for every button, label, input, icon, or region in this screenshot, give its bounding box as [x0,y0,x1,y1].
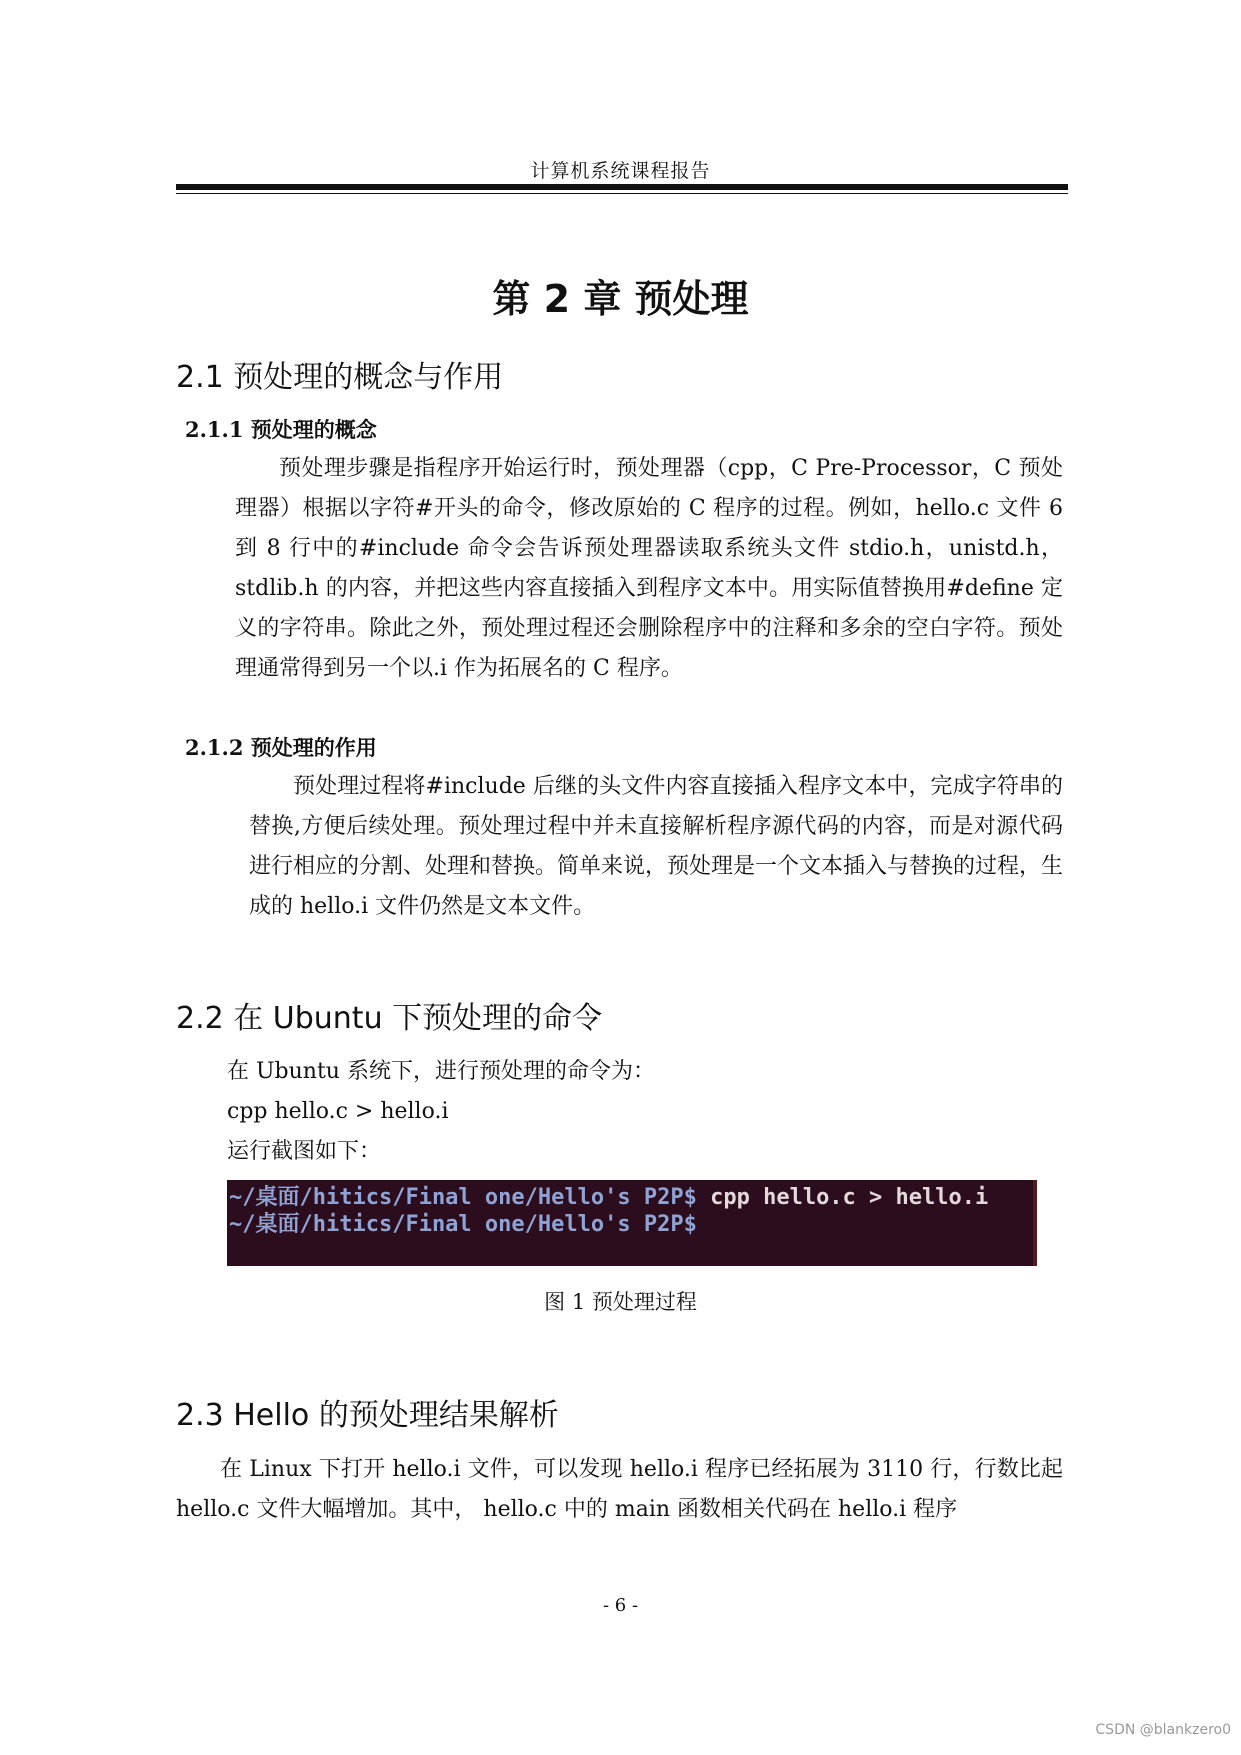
section-2-3-title: 2.3 Hello 的预处理结果解析 [176,1398,559,1433]
section-2-2-title: 2.2 在 Ubuntu 下预处理的命令 [176,1001,603,1036]
section-2-1-2-title: 2.1.2 预处理的作用 [185,735,377,760]
section-2-1-title: 2.1 预处理的概念与作用 [176,360,504,395]
chapter-title: 第 2 章 预处理 [492,277,749,321]
terminal-prompt: ~/桌面/hitics/Final one/Hello's P2P$ [229,1185,697,1210]
section-2-3-body: 在 Linux 下打开 hello.i 文件，可以发现 hello.i 程序已经拓展为 3110 行，行数比起 hello.c 文件大幅增加。其中， hello.c 中的 main 函数相关代码在 hello.i 程序 [176,1457,1063,1522]
section-2-1-1-title: 2.1.1 预处理的概念 [185,417,377,442]
figure-caption: 图 1 预处理过程 [544,1290,697,1314]
terminal-screenshot [227,1180,1037,1266]
terminal-line-1 [229,1184,1033,1211]
terminal-line-2 [229,1211,1033,1238]
terminal-command: cpp hello.c > hello.i [696,1185,989,1210]
header-rule-thin [176,193,1068,194]
running-header: 计算机系统课程报告 [530,160,711,182]
section-2-2-intro: 在 Ubuntu 系统下，进行预处理的命令为： [227,1059,655,1084]
section-2-1-1-body: 预处理步骤是指程序开始运行时，预处理器（cpp，C Pre-Processor，C 预处理器）根据以字符#开头的命令，修改原始的 C 程序的过程。例如，hello.c 文件 6 到 8 行中的#include 命令会告诉预处理器读取系统头文件 stdio.h，unistd.h，stdlib.h 的内容，并把这些内容直接插入到程序文本中。用实际值替换用#define 定义的字符串。除此之外，预处理过程还会删除程序中的注释和多余的空白字符。预处理通常得到另一个以.i 作为拓展名的 C 程序。 [235,456,1063,681]
page-number: - 6 - [602,1595,639,1616]
section-2-1-2-body: 预处理过程将#include 后继的头文件内容直接插入程序文本中，完成字符串的替换,方便后续处理。预处理过程中并未直接解析程序源代码的内容，而是对源代码进行相应的分割、处理和替换。简单来说，预处理是一个文本插入与替换的过程，生成的 hello.i 文件仍然是文本文件。 [249,774,1064,919]
watermark: CSDN @blankzero0 [1095,1722,1231,1738]
preprocess-command: cpp hello.c > hello.i [227,1099,449,1124]
screenshot-intro: 运行截图如下： [227,1139,382,1164]
header-rule-thick [176,184,1068,190]
terminal-prompt: ~/桌面/hitics/Final one/Hello's P2P$ [229,1212,697,1237]
